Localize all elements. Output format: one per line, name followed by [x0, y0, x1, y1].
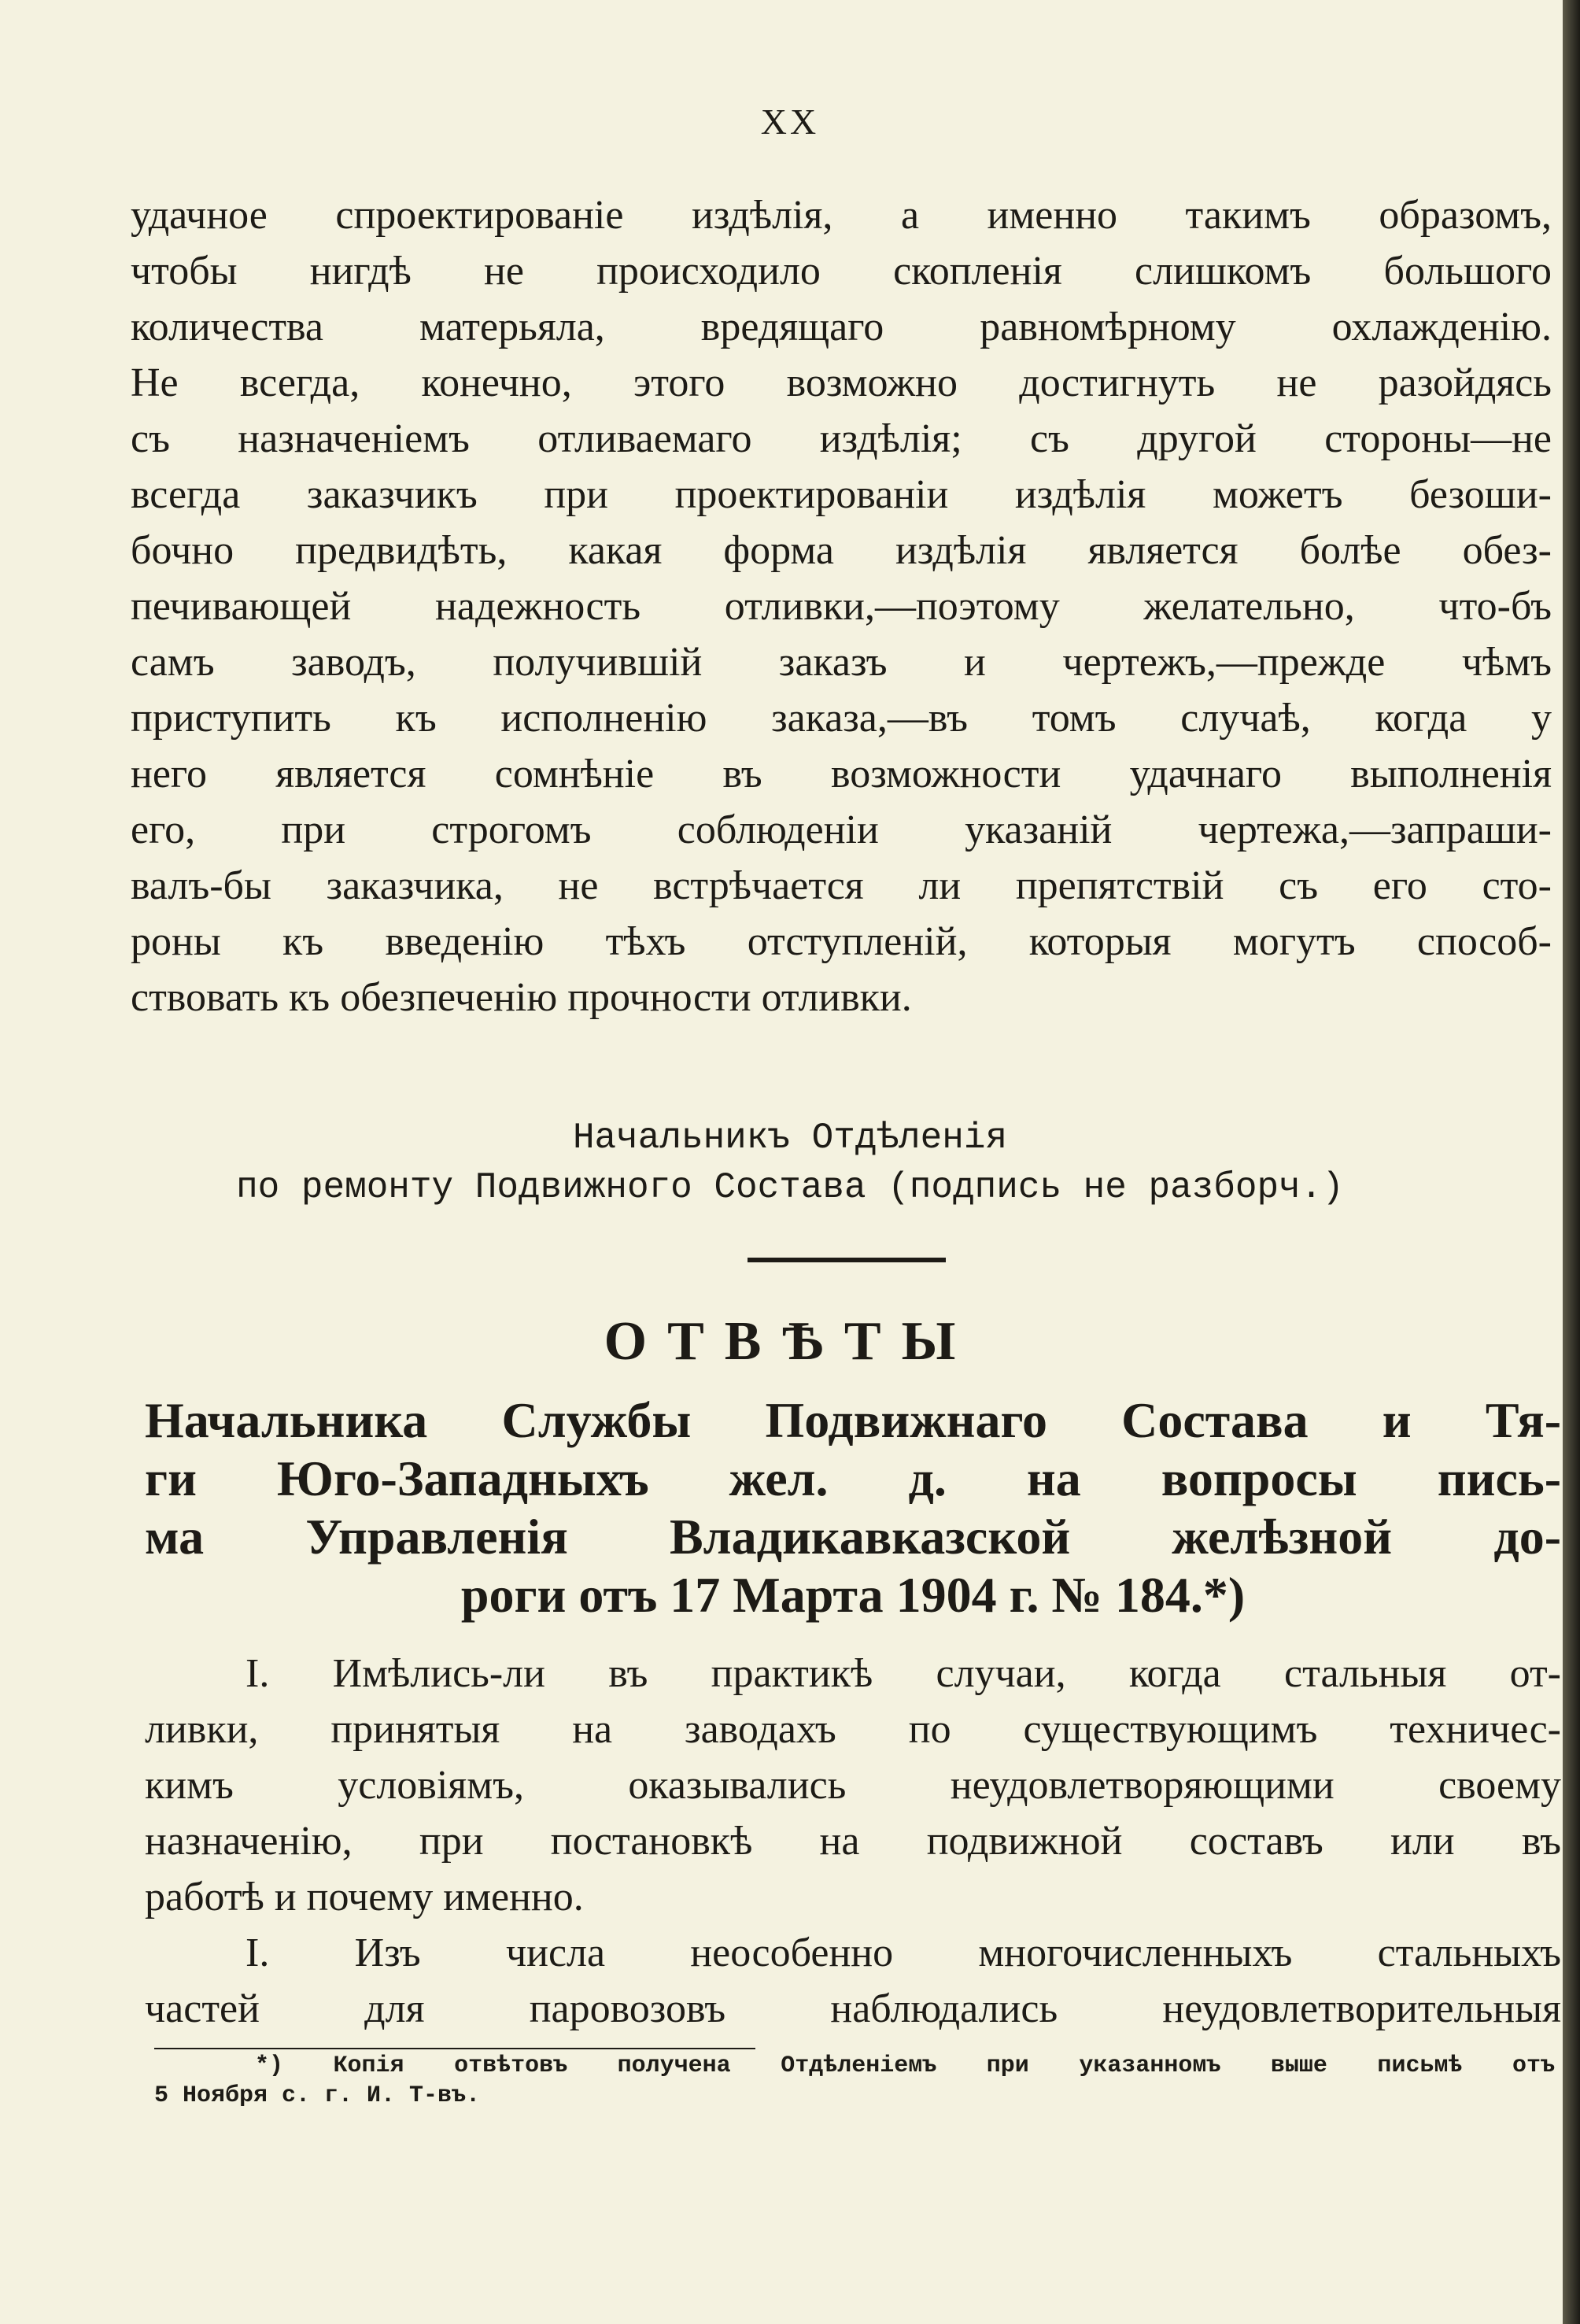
footnote-rule — [154, 2048, 755, 2049]
subtitle-line: ма Управленія Владикавказской желѣзной до- — [145, 1509, 1561, 1565]
text-line: его, при строгомъ соблюденіи указаній чертежа,—запраши- — [131, 807, 1552, 852]
question-line: I. Имѣлись-ли въ практикѣ случаи, когда стальныя от- — [245, 1651, 1561, 1696]
text-line: роны къ введенію тѣхъ отступленій, которыя могутъ способ- — [131, 919, 1552, 964]
text-line: всегда заказчикъ при проектированіи издѣлія можетъ безоши- — [131, 472, 1552, 517]
text-line: валъ-бы заказчика, не встрѣчается ли препятствій съ его сто- — [131, 863, 1552, 908]
question-line: работѣ и почему именно. — [145, 1875, 584, 1919]
text-line: съ назначеніемъ отливаемаго издѣлія; съ другой стороны—не — [131, 416, 1552, 461]
body-paragraph — [131, 187, 1552, 1025]
signature-department: по ремонту Подвижного Состава (подпись не разборч.) — [236, 1167, 1344, 1208]
text-line: ствовать къ обезпеченію прочности отливки. — [131, 975, 912, 1020]
page-edge-shadow — [1563, 0, 1580, 2324]
answer-paragraph — [145, 1924, 1561, 2036]
text-line: самъ заводъ, получившій заказъ и чертежъ,—прежде чѣмъ — [131, 640, 1552, 685]
subtitle-line: ги Юго-Западныхъ жел. д. на вопросы пись- — [145, 1450, 1561, 1506]
text-line: печивающей надежность отливки,—поэтому желательно, что-бъ — [131, 584, 1552, 629]
page-number: XX — [760, 102, 820, 142]
subtitle-line: Начальника Службы Подвижнаго Состава и Тя- — [145, 1392, 1561, 1448]
text-line: приступить къ исполненію заказа,—въ томъ случаѣ, когда у — [131, 696, 1552, 741]
question-line: ливки, принятыя на заводахъ по существующимъ техничес- — [145, 1707, 1561, 1752]
answer-line: I. Изъ числа неособенно многочисленныхъ стальныхъ — [245, 1931, 1561, 1975]
text-line: количества матерьяла, вредящаго равномѣрному охлажденію. — [131, 305, 1552, 349]
text-line: Не всегда, конечно, этого возможно достигнуть не разойдясь — [131, 360, 1552, 405]
question-paragraph — [145, 1645, 1561, 1924]
text-line: него является сомнѣніе въ возможности удачнаго выполненія — [131, 752, 1552, 796]
section-divider — [748, 1258, 946, 1262]
text-line: чтобы нигдѣ не происходило скопленія слишкомъ большого — [131, 249, 1552, 294]
subtitle-line: роги отъ 17 Марта 1904 г. № 184.*) — [460, 1567, 1246, 1623]
text-line: бочно предвидѣть, какая форма издѣлія является болѣе обез- — [131, 528, 1552, 573]
footnote-line: *) Копія отвѣтовъ получена Отдѣленіемъ при указанномъ выше письмѣ отъ — [255, 2052, 1555, 2079]
footnote — [154, 2051, 1555, 2111]
signature-title: Начальникъ Отдѣленія — [572, 1118, 1008, 1158]
answer-line: частей для паровозовъ наблюдались неудовлетворительныя — [145, 1986, 1561, 2031]
question-line: кимъ условіямъ, оказывались неудовлетворяющими своему — [145, 1763, 1561, 1808]
text-line: удачное спроектированіе издѣлія, а именно такимъ образомъ, — [131, 193, 1552, 238]
footnote-line: 5 Ноября с. г. И. Т-въ. — [154, 2082, 481, 2109]
section-title: ОТВѢТЫ — [604, 1311, 976, 1372]
question-line: назначенію, при постановкѣ на подвижной составъ или въ — [145, 1819, 1561, 1864]
section-subtitle — [145, 1391, 1561, 1624]
